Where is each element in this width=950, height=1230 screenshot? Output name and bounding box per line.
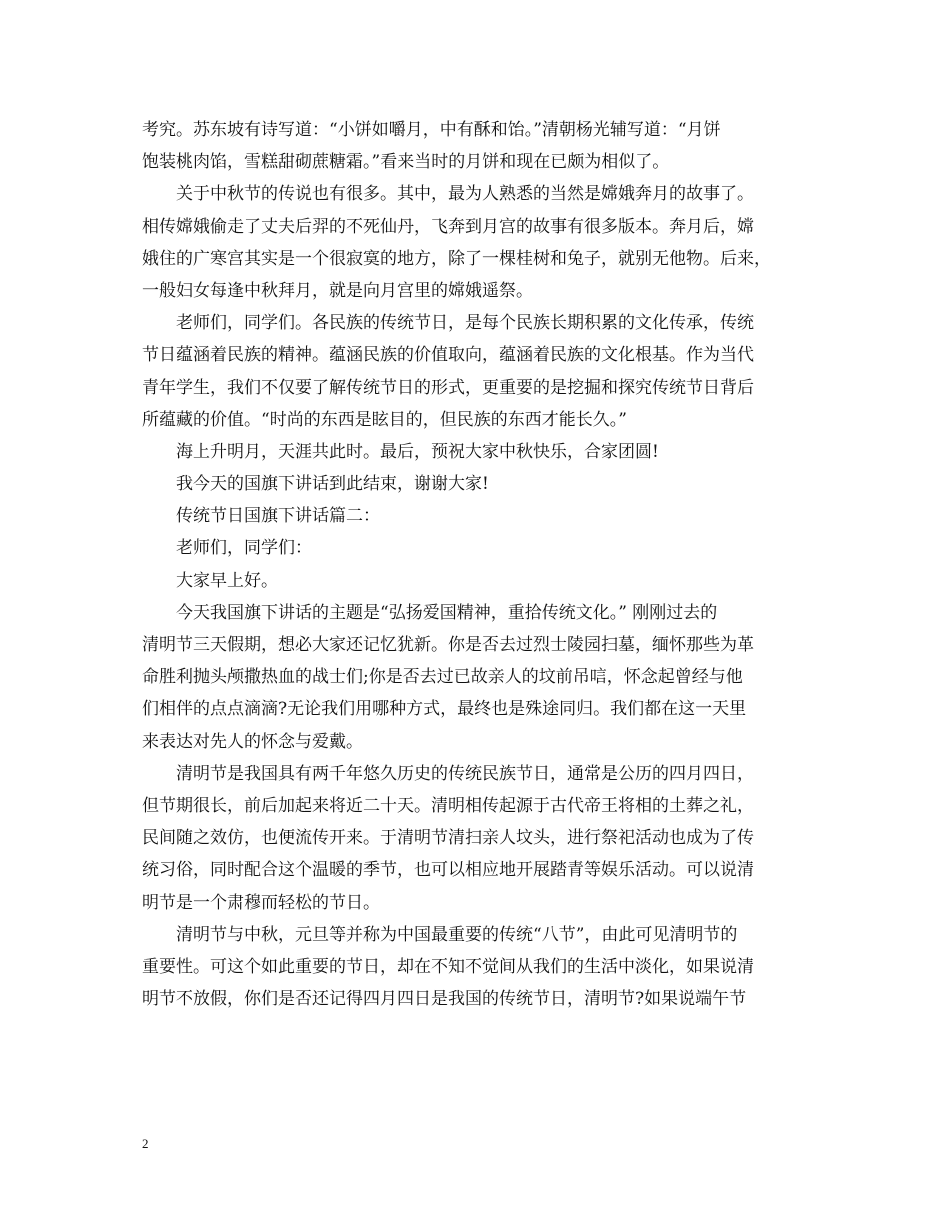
text-line: 饱装桃肉馅，雪糕甜砌蔗糖霜。”看来当时的月饼和现在已颇为相似了。	[142, 152, 670, 173]
text-line: 今天我国旗下讲话的主题是“弘扬爱国精神，重拾传统文化。” 刚刚过去的	[176, 602, 718, 623]
text-line: 所蕴藏的价值。“时尚的东西是眩目的，但民族的东西才能长久。”	[142, 409, 627, 430]
text-line: 统习俗，同时配合这个温暖的季节，也可以相应地开展踏青等娱乐活动。可以说清	[142, 860, 754, 881]
text-line: 命胜利抛头颅撒热血的战士们;你是否去过已故亲人的坟前吊唁，怀念起曾经与他	[142, 667, 743, 688]
text-line: 但节期很长，前后加起来将近二十天。清明相传起源于古代帝王将相的土葬之礼，	[142, 795, 754, 816]
text-line: 老师们，同学们。各民族的传统节日，是每个民族长期积累的文化传承，传统	[176, 313, 754, 334]
text-line: 大家早上好。	[176, 570, 278, 591]
text-line: 传统节日国旗下讲话篇二：	[176, 506, 380, 527]
text-line: 海上升明月，天涯共此时。最后，预祝大家中秋快乐，合家团圆!	[176, 441, 659, 462]
text-line: 老师们，同学们：	[176, 538, 312, 559]
text-line: 民间随之效仿，也便流传开来。于清明节清扫亲人坟头，进行祭祀活动也成为了传	[142, 828, 754, 849]
text-line: 明节是一个肃穆而轻松的节日。	[142, 892, 380, 913]
text-line: 青年学生，我们不仅要了解传统节日的形式，更重要的是挖掘和探究传统节日背后	[142, 377, 754, 398]
text-line: 重要性。可这个如此重要的节日，却在不知不觉间从我们的生活中淡化，如果说清	[142, 956, 754, 977]
page-number: 2	[142, 1136, 149, 1151]
text-line: 来表达对先人的怀念与爱戴。	[142, 731, 363, 752]
text-line: 相传嫦娥偷走了丈夫后羿的不死仙丹，飞奔到月宫的故事有很多版本。奔月后，嫦	[142, 216, 754, 237]
text-line: 清明节三天假期，想必大家还记忆犹新。你是否去过烈士陵园扫墓，缅怀那些为革	[142, 635, 754, 655]
body-text	[142, 114, 818, 1015]
text-line: 们相伴的点点滴滴?无论我们用哪种方式，最终也是殊途同归。我们都在这一天里	[142, 699, 747, 720]
text-line: 我今天的国旗下讲话到此结束，谢谢大家!	[176, 474, 489, 495]
text-line: 明节不放假，你们是否还记得四月四日是我国的传统节日，清明节?如果说端午节	[142, 989, 747, 1010]
text-line: 关于中秋节的传说也有很多。其中，最为人熟悉的当然是嫦娥奔月的故事了。	[176, 184, 754, 205]
text-line: 考究。苏东坡有诗写道：“小饼如嚼月，中有酥和饴。”清朝杨光辅写道：“月饼	[142, 120, 721, 140]
text-line: 娥住的广寒宫其实是一个很寂寞的地方，除了一棵桂树和兔子，就别无他物。后来，	[142, 248, 771, 269]
text-line: 清明节与中秋，元旦等并称为中国最重要的传统“八节”，由此可见清明节的	[176, 924, 738, 945]
text-line: 节日蕴涵着民族的精神。蕴涵民族的价值取向，蕴涵着民族的文化根基。作为当代	[142, 345, 754, 366]
text-line: 一般妇女每逢中秋拜月，就是向月宫里的嫦娥遥祭。	[142, 280, 533, 301]
text-line: 清明节是我国具有两千年悠久历史的传统民族节日，通常是公历的四月四日，	[176, 763, 754, 784]
